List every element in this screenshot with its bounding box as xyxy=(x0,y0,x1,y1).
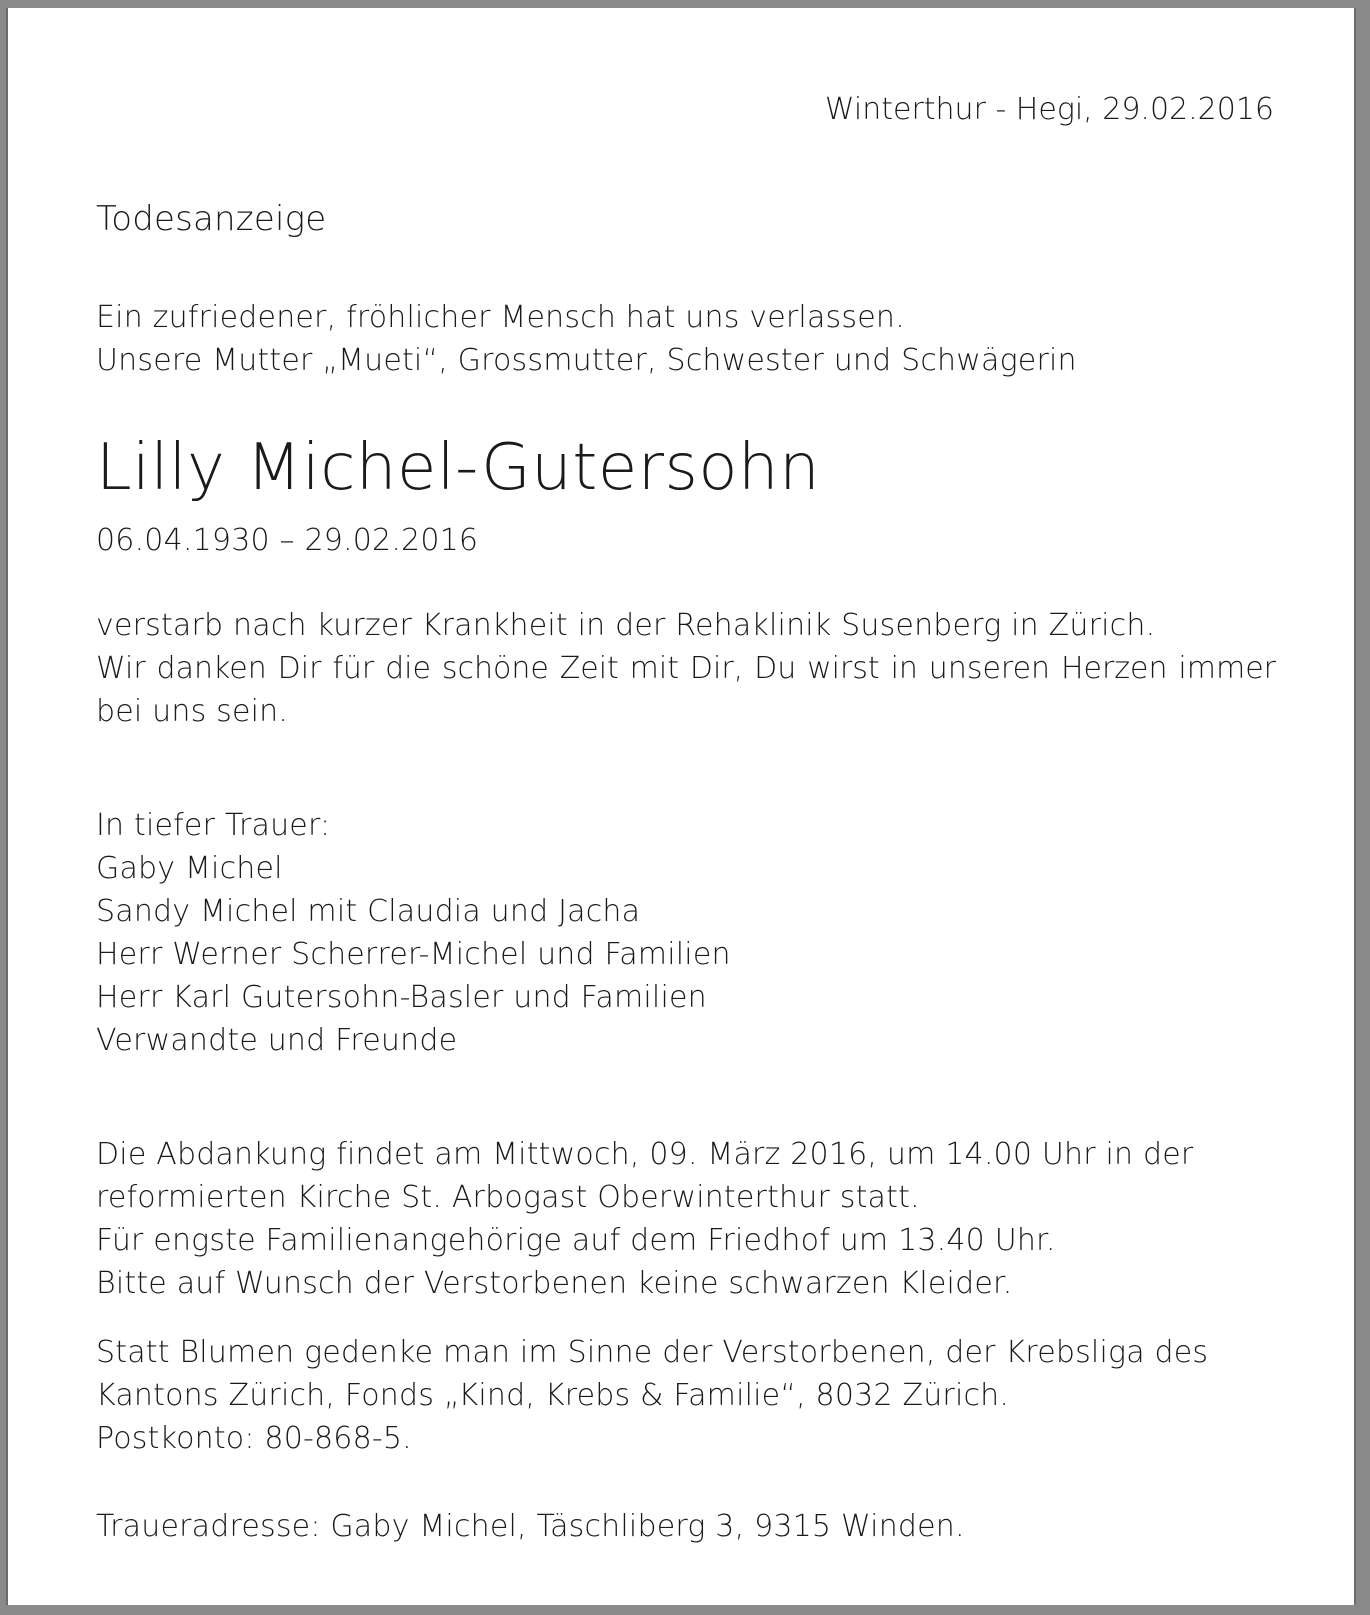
donation-line-2: Kantons Zürich, Fonds „Kind, Krebs & Familie“, 8032 Zürich. xyxy=(96,1378,1010,1413)
mourning-address: Traueradresse: Gaby Michel, Täschliberg 3, 9315 Winden. xyxy=(96,1509,965,1544)
message-line-2: Wir danken Dir für die schöne Zeit mit Dir, Du wirst in unseren Herzen immer xyxy=(96,651,1276,686)
donation-line-1: Statt Blumen gedenke man im Sinne der Verstorbenen, der Krebsliga des xyxy=(96,1335,1209,1370)
mourner-name: Herr Karl Gutersohn-Basler und Familien xyxy=(96,980,707,1015)
mourner-name: Gaby Michel xyxy=(96,851,283,886)
ceremony-line-1: Die Abdankung findet am Mittwoch, 09. März 2016, um 14.00 Uhr in der xyxy=(96,1137,1194,1172)
intro-line-1: Ein zufriedener, fröhlicher Mensch hat uns verlassen. xyxy=(96,300,905,335)
life-dates: 06.04.1930 – 29.02.2016 xyxy=(96,523,479,558)
mourner-name: Herr Werner Scherrer-Michel und Familien xyxy=(96,937,731,972)
mourner-name: Verwandte und Freunde xyxy=(96,1023,458,1058)
mourner-name: Sandy Michel mit Claudia und Jacha xyxy=(96,894,641,929)
page-title: Todesanzeige xyxy=(96,199,327,239)
place-date: Winterthur - Hegi, 29.02.2016 xyxy=(824,92,1274,127)
ceremony-line-2: reformierten Kirche St. Arbogast Oberwinterthur statt. xyxy=(96,1180,920,1215)
ceremony-line-4: Bitte auf Wunsch der Verstorbenen keine schwarzen Kleider. xyxy=(96,1266,1013,1301)
intro-line-2: Unsere Mutter „Mueti“, Grossmutter, Schwester und Schwägerin xyxy=(96,343,1077,378)
message-line-3: bei uns sein. xyxy=(96,694,289,729)
donation-line-3: Postkonto: 80-868-5. xyxy=(96,1421,412,1456)
ceremony-line-3: Für engste Familienangehörige auf dem Friedhof um 13.40 Uhr. xyxy=(96,1223,1056,1258)
deceased-name: Lilly Michel-Gutersohn xyxy=(96,431,821,505)
mourners-label: In tiefer Trauer: xyxy=(96,808,331,843)
message-line-1: verstarb nach kurzer Krankheit in der Rehaklinik Susenberg in Zürich. xyxy=(96,608,1156,643)
